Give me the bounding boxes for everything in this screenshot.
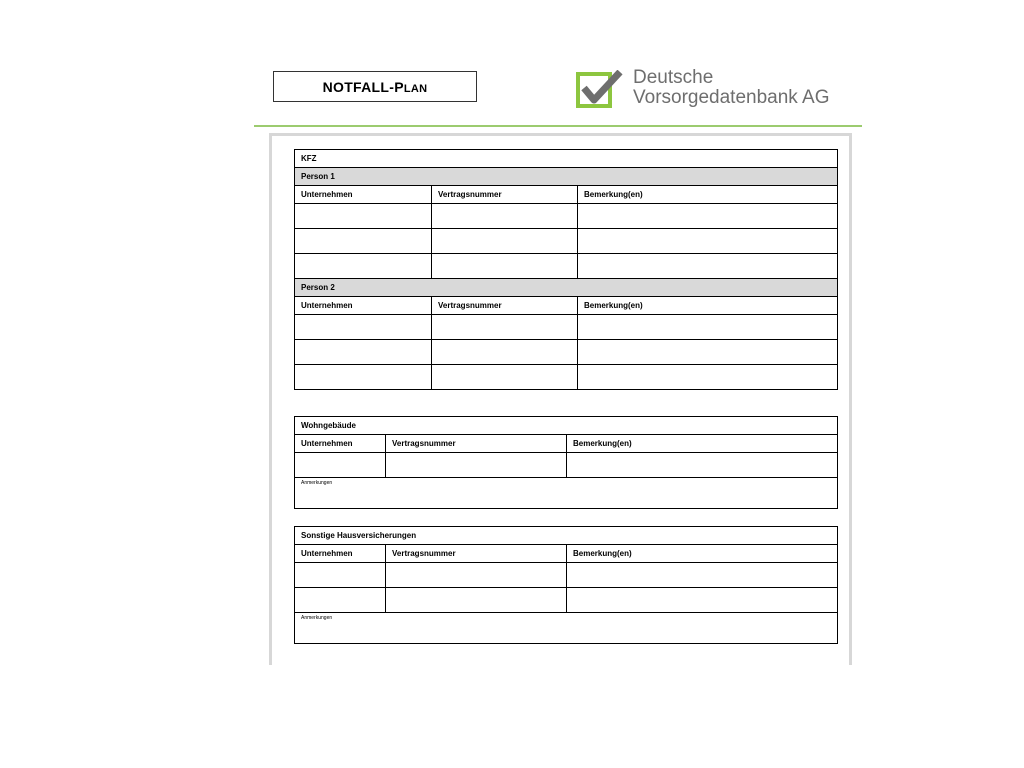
vertragsnummer-field[interactable]	[386, 563, 567, 588]
column-header-vertragsnummer: Vertragsnummer	[386, 435, 567, 453]
table-row	[295, 254, 838, 279]
kfz-section-title: KFZ	[295, 150, 838, 168]
vertragsnummer-field[interactable]	[432, 365, 578, 390]
logo-line-2: Vorsorgedatenbank AG	[633, 87, 830, 108]
vertragsnummer-field[interactable]	[432, 340, 578, 365]
column-header-unternehmen: Unternehmen	[295, 186, 432, 204]
unternehmen-field[interactable]	[295, 229, 432, 254]
anmerkungen-label: Anmerkungen	[301, 480, 333, 486]
unternehmen-field[interactable]	[295, 453, 386, 478]
person-2-heading: Person 2	[295, 279, 838, 297]
column-header-vertragsnummer: Vertragsnummer	[432, 297, 578, 315]
bemerkungen-field[interactable]	[578, 254, 838, 279]
vertragsnummer-field[interactable]	[386, 453, 567, 478]
logo-text	[633, 68, 829, 108]
header-divider	[254, 125, 862, 127]
bemerkungen-field[interactable]	[578, 315, 838, 340]
wohngebaeude-section-title: Wohngebäude	[295, 417, 838, 435]
table-row	[295, 340, 838, 365]
bemerkungen-field[interactable]	[578, 204, 838, 229]
company-logo	[576, 68, 846, 112]
document-title	[323, 79, 428, 95]
table-row	[295, 315, 838, 340]
document-title-box	[273, 71, 477, 102]
table-row	[295, 204, 838, 229]
checkbox-check-icon	[576, 70, 624, 110]
column-header-unternehmen: Unternehmen	[295, 297, 432, 315]
vertragsnummer-field[interactable]	[386, 588, 567, 613]
unternehmen-field[interactable]	[295, 315, 432, 340]
anmerkungen-field[interactable]	[295, 478, 838, 509]
sonstige-hausversicherungen-table	[294, 526, 838, 644]
sonstige-section-title: Sonstige Hausversicherungen	[295, 527, 838, 545]
table-row	[295, 453, 838, 478]
table-row	[295, 563, 838, 588]
column-header-unternehmen: Unternehmen	[295, 545, 386, 563]
column-header-bemerkungen: Bemerkung(en)	[567, 435, 838, 453]
wohngebaeude-table	[294, 416, 838, 509]
vertragsnummer-field[interactable]	[432, 315, 578, 340]
person-1-heading: Person 1	[295, 168, 838, 186]
kfz-table	[294, 149, 838, 390]
anmerkungen-field[interactable]	[295, 613, 838, 644]
title-main: NOTFALL-P	[322, 78, 404, 95]
title-small-caps: LAN	[403, 82, 428, 95]
vertragsnummer-field[interactable]	[432, 204, 578, 229]
bemerkungen-field[interactable]	[578, 340, 838, 365]
column-header-vertragsnummer: Vertragsnummer	[432, 186, 578, 204]
unternehmen-field[interactable]	[295, 204, 432, 229]
anmerkungen-label: Anmerkungen	[301, 615, 333, 621]
unternehmen-field[interactable]	[295, 563, 386, 588]
logo-line-1: Deutsche	[633, 67, 714, 88]
column-header-bemerkungen: Bemerkung(en)	[578, 186, 838, 204]
unternehmen-field[interactable]	[295, 254, 432, 279]
bemerkungen-field[interactable]	[567, 453, 838, 478]
vertragsnummer-field[interactable]	[432, 229, 578, 254]
vertragsnummer-field[interactable]	[432, 254, 578, 279]
bemerkungen-field[interactable]	[578, 229, 838, 254]
table-row	[295, 229, 838, 254]
bemerkungen-field[interactable]	[567, 588, 838, 613]
unternehmen-field[interactable]	[295, 588, 386, 613]
table-row	[295, 365, 838, 390]
column-header-unternehmen: Unternehmen	[295, 435, 386, 453]
unternehmen-field[interactable]	[295, 365, 432, 390]
bemerkungen-field[interactable]	[567, 563, 838, 588]
column-header-bemerkungen: Bemerkung(en)	[567, 545, 838, 563]
column-header-vertragsnummer: Vertragsnummer	[386, 545, 567, 563]
unternehmen-field[interactable]	[295, 340, 432, 365]
column-header-bemerkungen: Bemerkung(en)	[578, 297, 838, 315]
table-row	[295, 588, 838, 613]
bemerkungen-field[interactable]	[578, 365, 838, 390]
